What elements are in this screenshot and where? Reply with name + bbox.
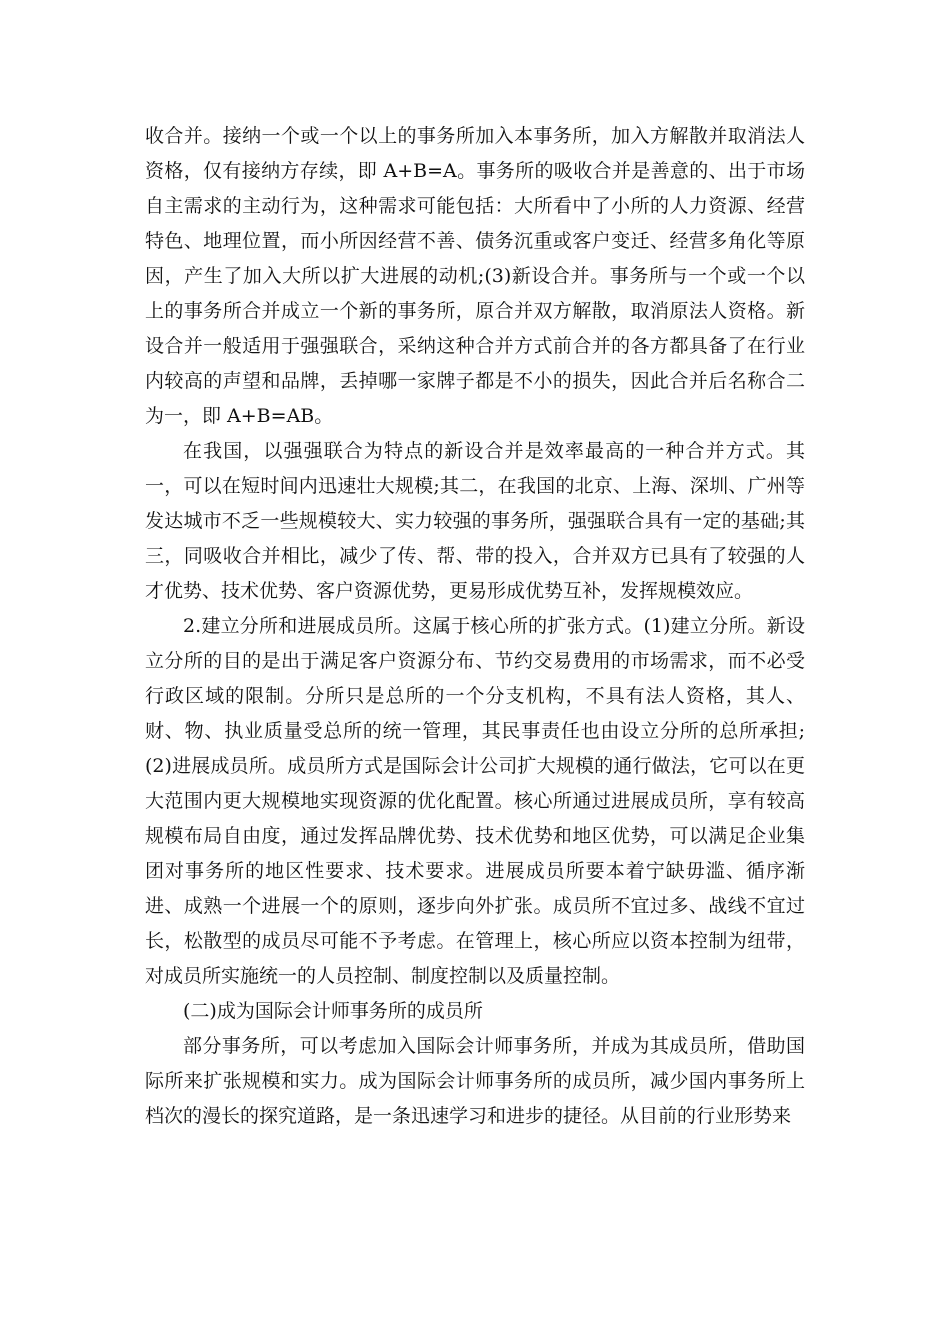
document-body [145,119,805,1134]
section-heading-international-member: (二)成为国际会计师事务所的成员所 [183,1000,483,1022]
paragraph-merger-types: 收合并。接纳一个或一个以上的事务所加入本事务所，加入方解散并取消法人资格，仅有接纳方存续，即 A+B=A。事务所的吸收合并是善意的、出于市场自主需求的主动行为，这种需求可能包括：大所看中了小所的人力资源、经营特色、地理位置，而小所因经营不善、债务沉重或客户变迁、经营多角化等原因，产生了加入大所以扩大进展的动机;(3)新设合并。事务所与一个或一个以上的事务所合并成立一个新的事务所，原合并双方解散，取消原法人资格。新设合并一般适用于强强联合，采纳这种合并方式前合并的各方都具备了在行业内较高的声望和品牌，丢掉哪一家牌子都是不小的损失，因此合并后名称合二为一，即 A+B=AB。 [145,125,805,427]
paragraph-join-international-firm: 部分事务所，可以考虑加入国际会计师事务所，并成为其成员所，借助国际所来扩张规模和实力。成为国际会计师事务所的成员所，减少国内事务所上档次的漫长的探究道路，是一条迅速学习和进步的捷径。从目前的行业形势来 [145,1035,805,1127]
paragraph-branch-and-member-offices: 2.建立分所和进展成员所。这属于核心所的扩张方式。(1)建立分所。新设立分所的目的是出于满足客户资源分布、节约交易费用的市场需求，而不必受行政区域的限制。分所只是总所的一个分支机构，不具有法人资格，其人、财、物、执业质量受总所的统一管理，其民事责任也由设立分所的总所承担;(2)进展成员所。成员所方式是国际会计公司扩大规模的通行做法，它可以在更大范围内更大规模地实现资源的优化配置。核心所通过进展成员所，享有较高规模布局自由度，通过发挥品牌优势、技术优势和地区优势，可以满足企业集团对事务所的地区性要求、技术要求。进展成员所要本着宁缺毋滥、循序渐进、成熟一个进展一个的原则，逐步向外扩张。成员所不宜过多、战线不宜过长，松散型的成员尽可能不予考虑。在管理上，核心所应以资本控制为纽带，对成员所实施统一的人员控制、制度控制以及质量控制。 [145,615,805,987]
paragraph-strong-alliance: 在我国，以强强联合为特点的新设合并是效率最高的一种合并方式。其一，可以在短时间内迅速壮大规模;其二，在我国的北京、上海、深圳、广州等发达城市不乏一些规模较大、实力较强的事务所，强强联合具有一定的基础;其三，同吸收合并相比，减少了传、帮、带的投入，合并双方已具有了较强的人才优势、技术优势、客户资源优势，更易形成优势互补，发挥规模效应。 [145,440,805,602]
